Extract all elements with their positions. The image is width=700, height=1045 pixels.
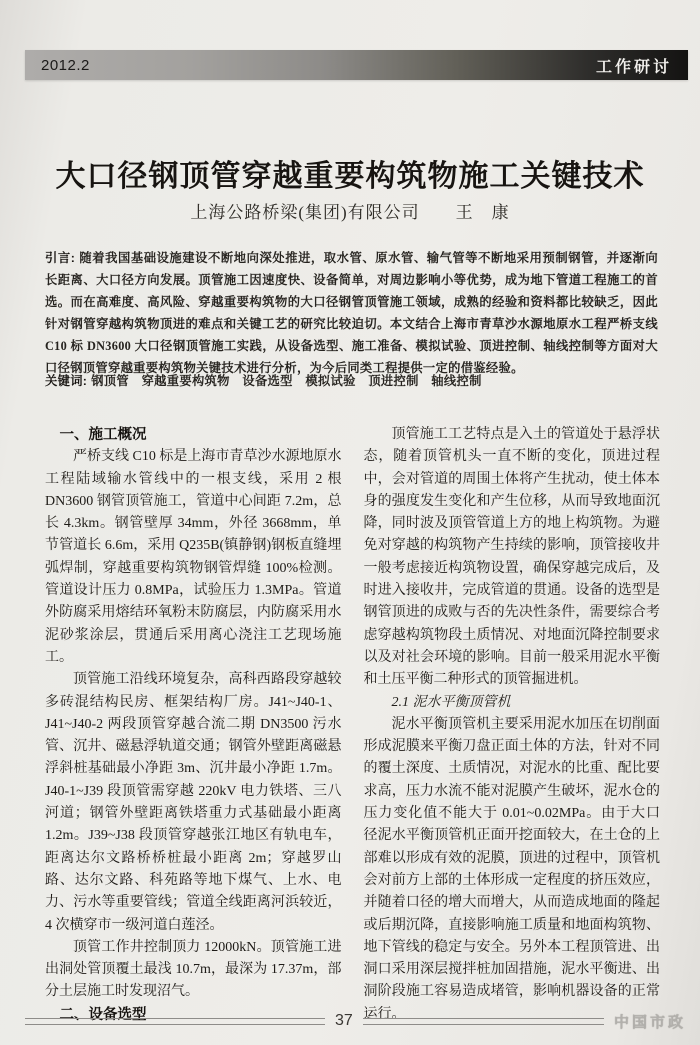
page-header-bar: [25, 50, 688, 80]
right-paragraph-2: 泥水平衡顶管机主要采用泥水加压在切削面形成泥膜来平衡刀盘正面土体的方法，针对不同的覆土深度、土质情况，对泥水的比重、配比要求高，压力水流不能对泥膜产生破坏，泥水仓的压力变化值不能大于 0.01~0.02MPa。由于大口径泥水平衡顶管机正面开挖面较大，在土仓的上部难以形成有效的泥膜，顶进的过程中，顶管机会对前方上部的土体形成一定程度的挤压效应，并随着口径的增大而增大，从而造成地面的隆起或后期沉降，直接影响施工质量和地面构筑物、地下管线的稳定与安全。另外本工程顶管进、出洞口采用深层搅拌桩加固措施，泥水平衡进、出洞阶段施工容易造成堵管，影响机器设备的正常运行。: [363, 716, 660, 1022]
left-paragraph-2: 顶管施工沿线环境复杂，高科西路段穿越较多砖混结构民房、框架结构厂房。J41~J40-1、J41~J40-2 两段顶管穿越合流二期 DN3500 污水管、沉井、磁悬浮轨道交通；钢管外壁距离磁悬浮斜桩基础最小净距 3m、沉井最小净距 1.7m。J40-1~J39 段顶管需穿越 220kV 电力铁塔、三八河道；钢管外壁距离铁塔重力式基础最小距离 1.2m。J39~J38 段顶管穿越张江地区有轨电车，距离达尔文路桥桥桩最小距离 2m；穿越罗山路、达尔文路、科苑路等地下煤气、上水、电力、污水等重要管线；管道全线距离河浜较近，4 次横穿市一级河道白莲泾。: [45, 672, 342, 933]
section-heading-1: 一、施工概况: [59, 427, 147, 443]
right-paragraph-1: 顶管施工工艺特点是入土的管道处于悬浮状态，随着顶管机头一直不断的变化，顶进过程中，会对管道的周围土体将产生扰动，使土体本身的强度发生变化和产生位移，从而导致地面沉降，同时波及顶管管道上方的地上构筑物。为避免对穿越的构筑物产生持续的影响，顶管接收井一般考虑接近构筑物设置，确保穿越完成后，及时进入接收井，完成管道的贯通。设备的选型是钢管顶进的成败与否的先决性条件，需要综合考虑穿越构筑物段土质情况、对地面沉降控制要求以及对社会环境的影响。目前一般采用泥水平衡和土压平衡二种形式的顶管掘进机。: [363, 427, 660, 688]
abstract-paragraph: [45, 247, 658, 379]
abstract-label: 引言:: [45, 251, 76, 265]
keywords-line: [45, 371, 658, 389]
article-title: 大口径钢顶管穿越重要构筑物施工关键技术: [55, 160, 645, 194]
keywords-label: 关键词:: [45, 374, 88, 388]
journal-name: 中国市政: [613, 1013, 686, 1031]
right-column: [364, 424, 661, 1026]
footer-rule-left: [25, 1018, 325, 1025]
footer-rule-right: [363, 1018, 604, 1025]
page-footer: [25, 1008, 686, 1034]
left-paragraph-3: 顶管工作井控制顶力 12000kN。顶管施工进出洞处管顶覆土最浅 10.7m，最深为 17.37m，部分土层施工时发现沼气。: [45, 939, 342, 1000]
keywords-text: 钢顶管 穿越重要构筑物 设备选型 模拟试验 顶进控制 轴线控制: [91, 374, 482, 388]
abstract-text: 随着我国基础设施建设不断地向深处推进，取水管、原水管、输气管等不断地采用预制钢管，并逐渐向长距离、大口径方向发展。顶管施工因速度快、设备简单，对周边影响小等优势，成为地下管道工程施工的首选。而在高难度、高风险、穿越重要构筑物的大口径钢管顶管施工领域，成熟的经验和资料都比较缺乏，因此针对钢管穿越构筑物顶进的难点和关键工艺的研究比较迫切。本文结合上海市青草沙水源地原水工程严桥支线 C10 标 DN3600 大口径钢顶管施工实践，从设备选型、施工准备、模拟试验、顶进控制、轴线控制等方面对大口径钢顶管穿越重要构筑物关键技术进行分析，为今后同类工程提供一定的借鉴经验。: [45, 251, 658, 375]
article-body: [45, 424, 660, 1026]
column-section-label: 工作研讨: [595, 58, 672, 76]
page-number: 37: [335, 1012, 353, 1029]
left-column: [45, 424, 342, 1026]
left-paragraph-1: 严桥支线 C10 标是上海市青草沙水源地原水工程陆域输水管线中的一根支线，采用 2 根 DN3600 钢管顶管施工，管道中心间距 7.2m，总长 4.3km。钢管壁厚 34mm，外径 3668mm，单节管道长 6.6m，采用 Q235B(镇静钢)钢板直缝埋弧焊制，穿越重要构筑物钢管焊缝 100%检测。管道设计压力 0.8MPa，试验压力 1.3MPa。管道外防腐采用熔结环氧粉末防腐层，内防腐采用水泥砂浆涂层，贯通后采用离心浇注工艺现场施工。: [45, 449, 342, 665]
subsection-heading-2-1: 2.1 泥水平衡顶管机: [391, 694, 511, 710]
issue-label: 2012.2: [41, 56, 90, 74]
author-byline: 上海公路桥梁(集团)有限公司 王 康: [190, 203, 510, 222]
section-heading-2: 二、设备选型: [59, 1006, 147, 1023]
